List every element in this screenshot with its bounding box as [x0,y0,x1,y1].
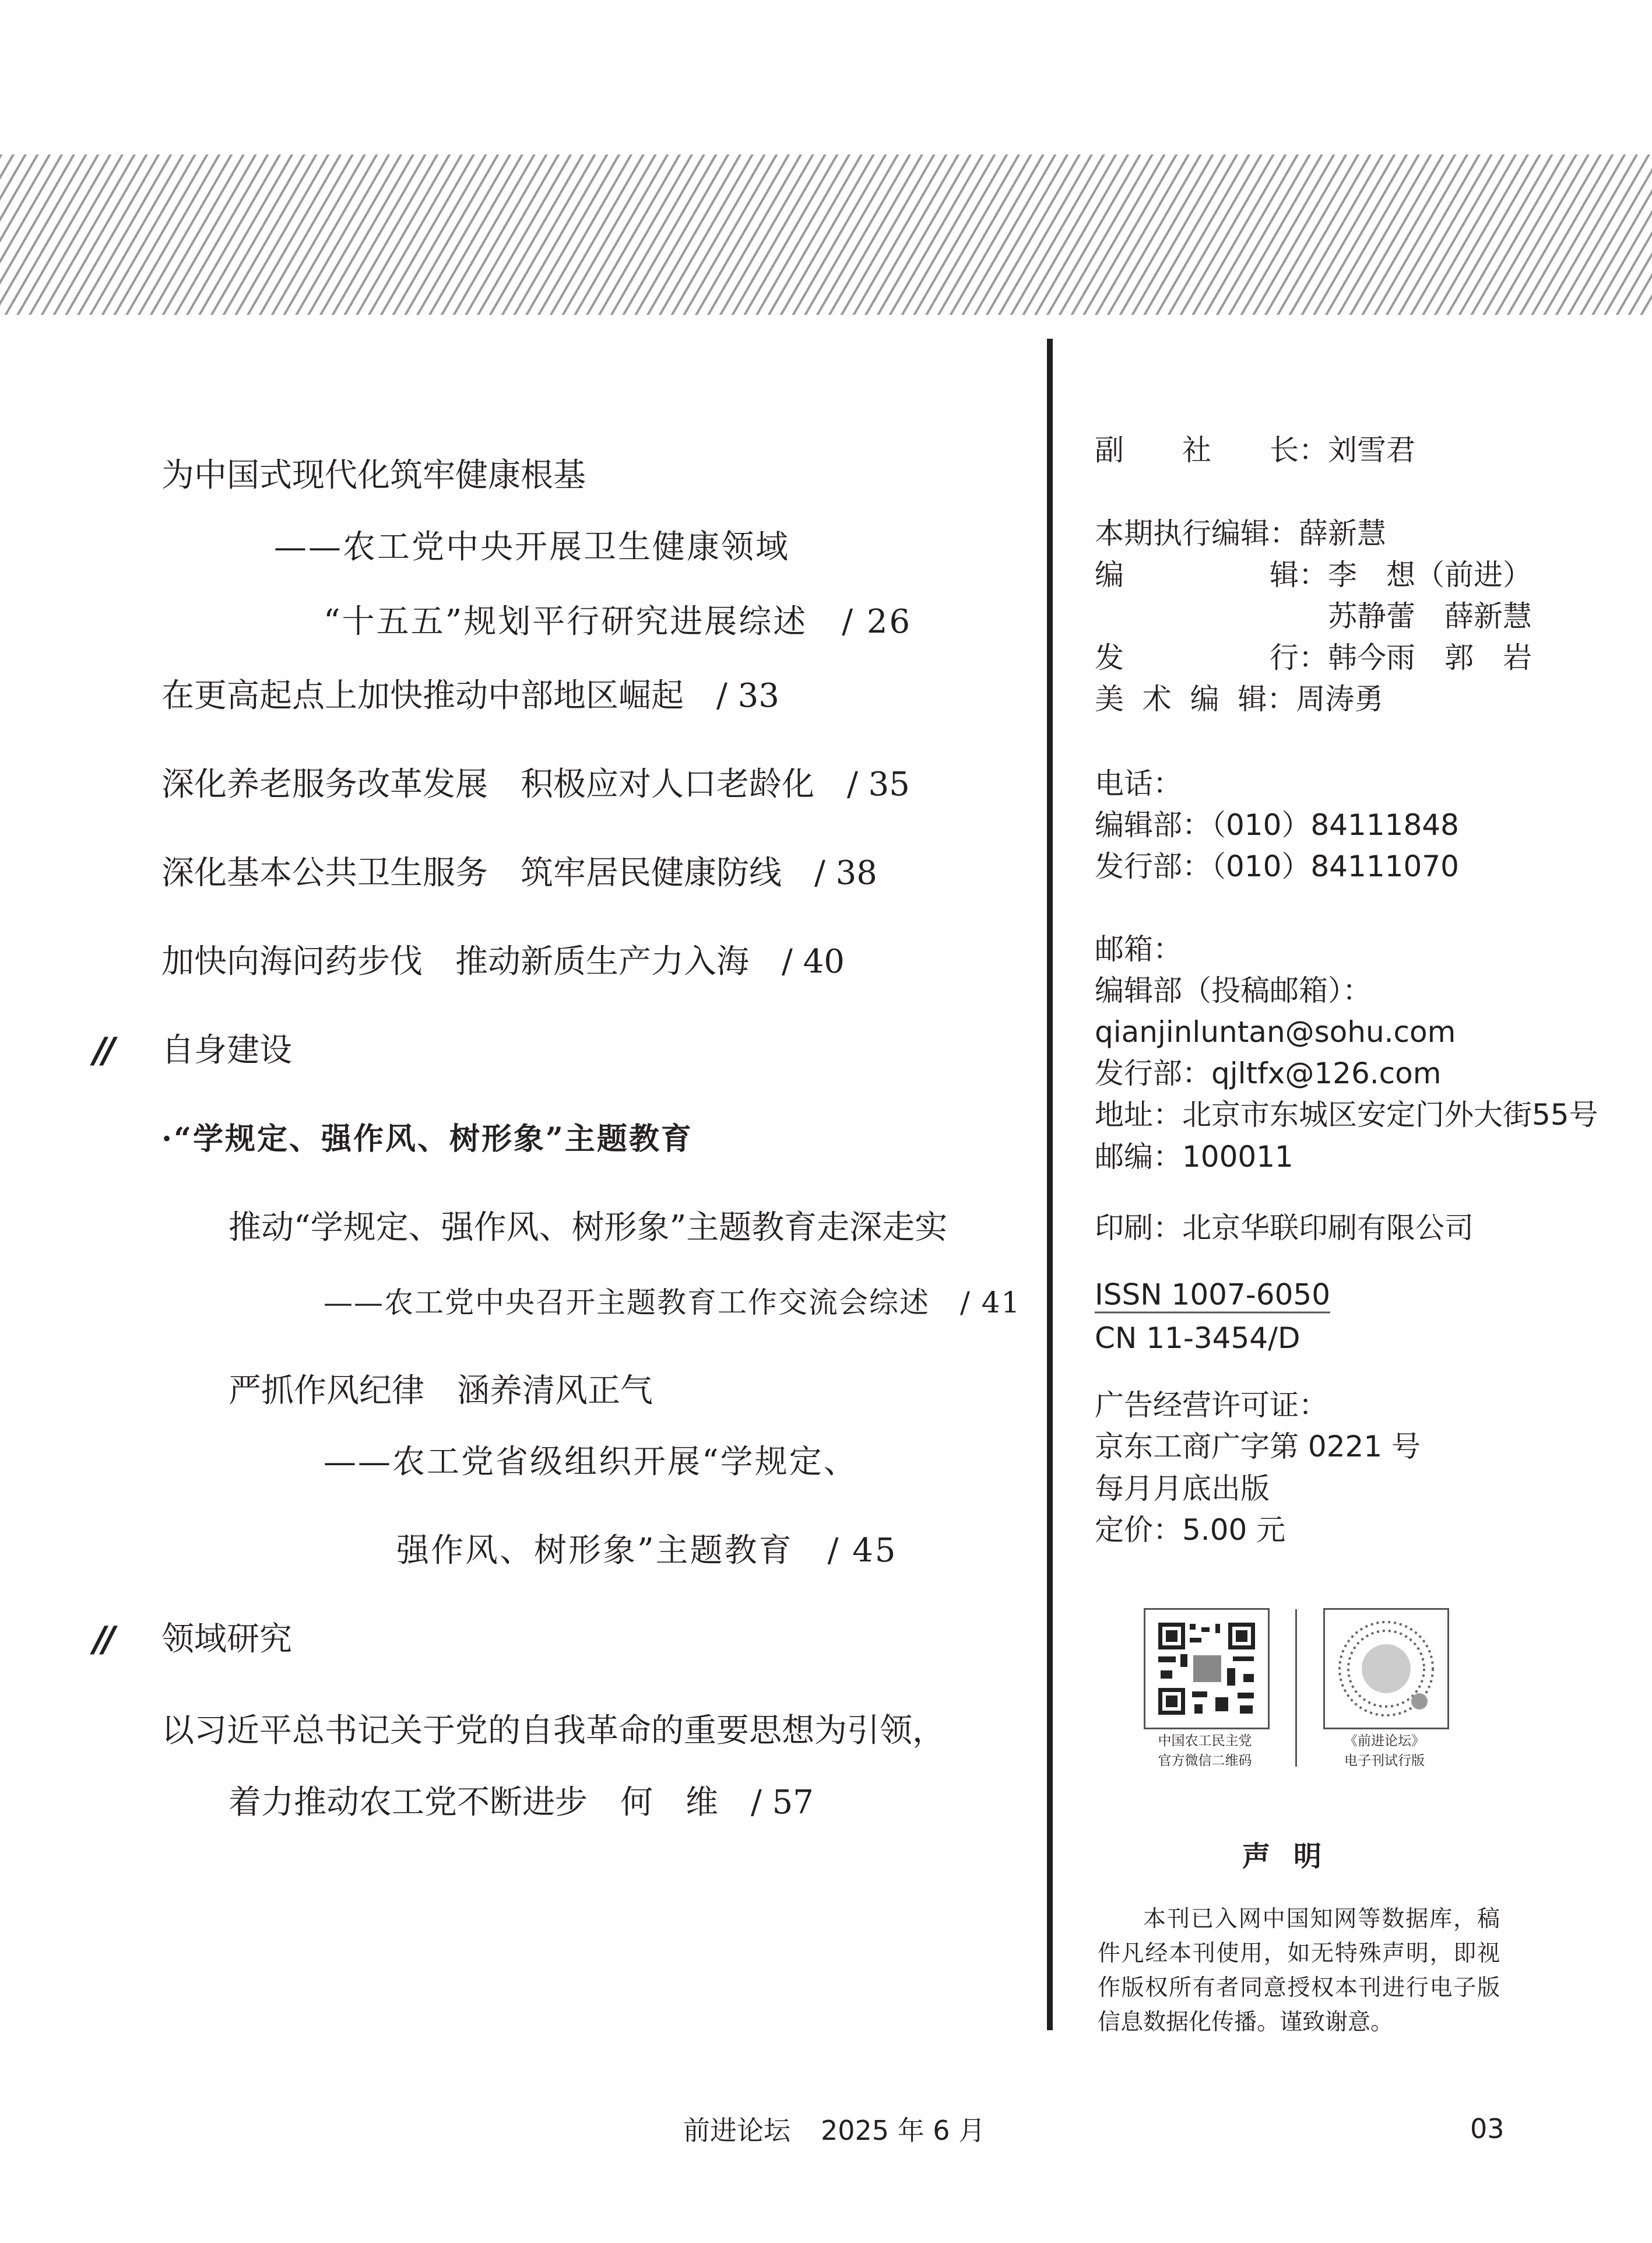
section-mark-icon: // [93,1030,112,1071]
toc-subsection: ·“学规定、强作风、树形象”主题教育 [161,1121,693,1157]
email-editorial[interactable]: qianjinluntan@sohu.com [1095,1015,1456,1049]
qr-caption [1309,1731,1460,1771]
qr-code-icon [1145,1610,1268,1728]
toc-entry[interactable]: 以习近平总书记关于党的自我革命的重要思想为引领， [161,1712,945,1750]
toc-entry[interactable]: 着力推动农工党不断进步 何 维 / 57 [229,1784,814,1821]
section-title: 自身建设 [161,1031,292,1069]
ad-license-label: 广告经营许可证： [1095,1388,1328,1422]
publication-schedule: 每月月底出版 [1095,1472,1270,1505]
toc-entry[interactable]: 严抓作风纪律 涵养清风正气 [229,1372,653,1410]
qr-caption-line: 官方微信二维码 [1158,1753,1252,1768]
section-mark-icon: // [93,1619,112,1660]
toc-entry[interactable]: 深化养老服务改革发展 积极应对人口老龄化 / 35 [161,766,910,803]
toc-subtitle: 强作风、树形象”主题教育 / 45 [396,1532,898,1570]
footer-journal: 前进论坛 [683,2115,790,2146]
postcode: 邮编：100011 [1095,1140,1294,1174]
column-divider [1047,339,1053,2030]
qr-caption [1129,1731,1281,1771]
declaration-body: 本刊已入网中国知网等数据库，稿件凡经本刊使用，如无特殊声明，即视作版权所有者同意授权本刊进行电子版信息数据化传播。谨致谢意。 [1098,1906,1500,2035]
phone-distribution: 发行部：（010）84111070 [1095,850,1459,883]
qr-divider [1295,1609,1297,1767]
mini-program-code[interactable] [1323,1608,1449,1729]
qr-caption-line: 电子刊试行版 [1344,1753,1425,1768]
toc-subtitle: “十五五”规划平行研究进展综述 / 26 [324,603,912,641]
toc-entry[interactable]: 深化基本公共卫生服务 筑牢居民健康防线 / 38 [161,854,877,892]
toc-entry[interactable]: 推动“学规定、强作风、树形象”主题教育走深走实 [229,1209,948,1247]
phone-label: 电话： [1095,767,1182,801]
toc-subtitle: ——农工党中央开展卫生健康领域 [274,528,790,566]
hatched-banner [0,155,1652,315]
masthead-vice-president: 副 社 长：刘雪君 [1095,433,1415,467]
issn: ISSN 1007-6050 [1095,1280,1330,1314]
footer-date: 2025 年 6 月 [821,2115,986,2146]
masthead-art-editor: 美 术 编 辑：周涛勇 [1095,682,1384,716]
email-distribution[interactable]: 发行部：qjltfx@126.com [1095,1056,1442,1090]
toc-subtitle: ——农工党中央召开主题教育工作交流会综述 / 41 [324,1286,1021,1319]
masthead-distribution: 发 行：韩今雨 郭 岩 [1095,641,1532,675]
masthead-exec-editor: 本期执行编辑：薛新慧 [1095,517,1386,550]
address: 地址：北京市东城区安定门外大街55号 [1095,1098,1598,1132]
cn-number: CN 11-3454/D [1095,1321,1300,1355]
toc-subtitle: ——农工党省级组织开展“学规定、 [324,1443,858,1481]
mini-program-icon [1325,1610,1447,1728]
toc-entry[interactable]: 在更高起点上加快推动中部地区崛起 / 33 [161,677,779,715]
declaration-title: 声明 [1242,1840,1345,1873]
qr-caption-line: 《前进论坛》 [1344,1733,1425,1749]
price: 定价：5.00 元 [1095,1513,1286,1547]
qr-caption-line: 中国农工民主党 [1158,1733,1252,1749]
masthead-editors-cont: 苏静蕾 薛新慧 [1095,599,1532,633]
printer: 印刷：北京华联印刷有限公司 [1095,1211,1474,1245]
page-number: 03 [1470,2113,1505,2144]
ad-license: 京东工商广字第 0221 号 [1095,1430,1421,1463]
toc-entry[interactable]: 加快向海问药步伐 推动新质生产力入海 / 40 [161,943,845,981]
toc-entry[interactable]: 为中国式现代化筑牢健康根基 [161,457,586,494]
wechat-qr-code[interactable] [1144,1608,1270,1729]
email-editorial-label: 编辑部（投稿邮箱）： [1095,974,1372,1008]
masthead-editors: 编 辑：李 想（前进） [1095,558,1532,592]
section-title: 领域研究 [161,1620,292,1658]
phone-editorial: 编辑部：（010）84111848 [1095,808,1459,842]
email-label: 邮箱： [1095,932,1182,966]
